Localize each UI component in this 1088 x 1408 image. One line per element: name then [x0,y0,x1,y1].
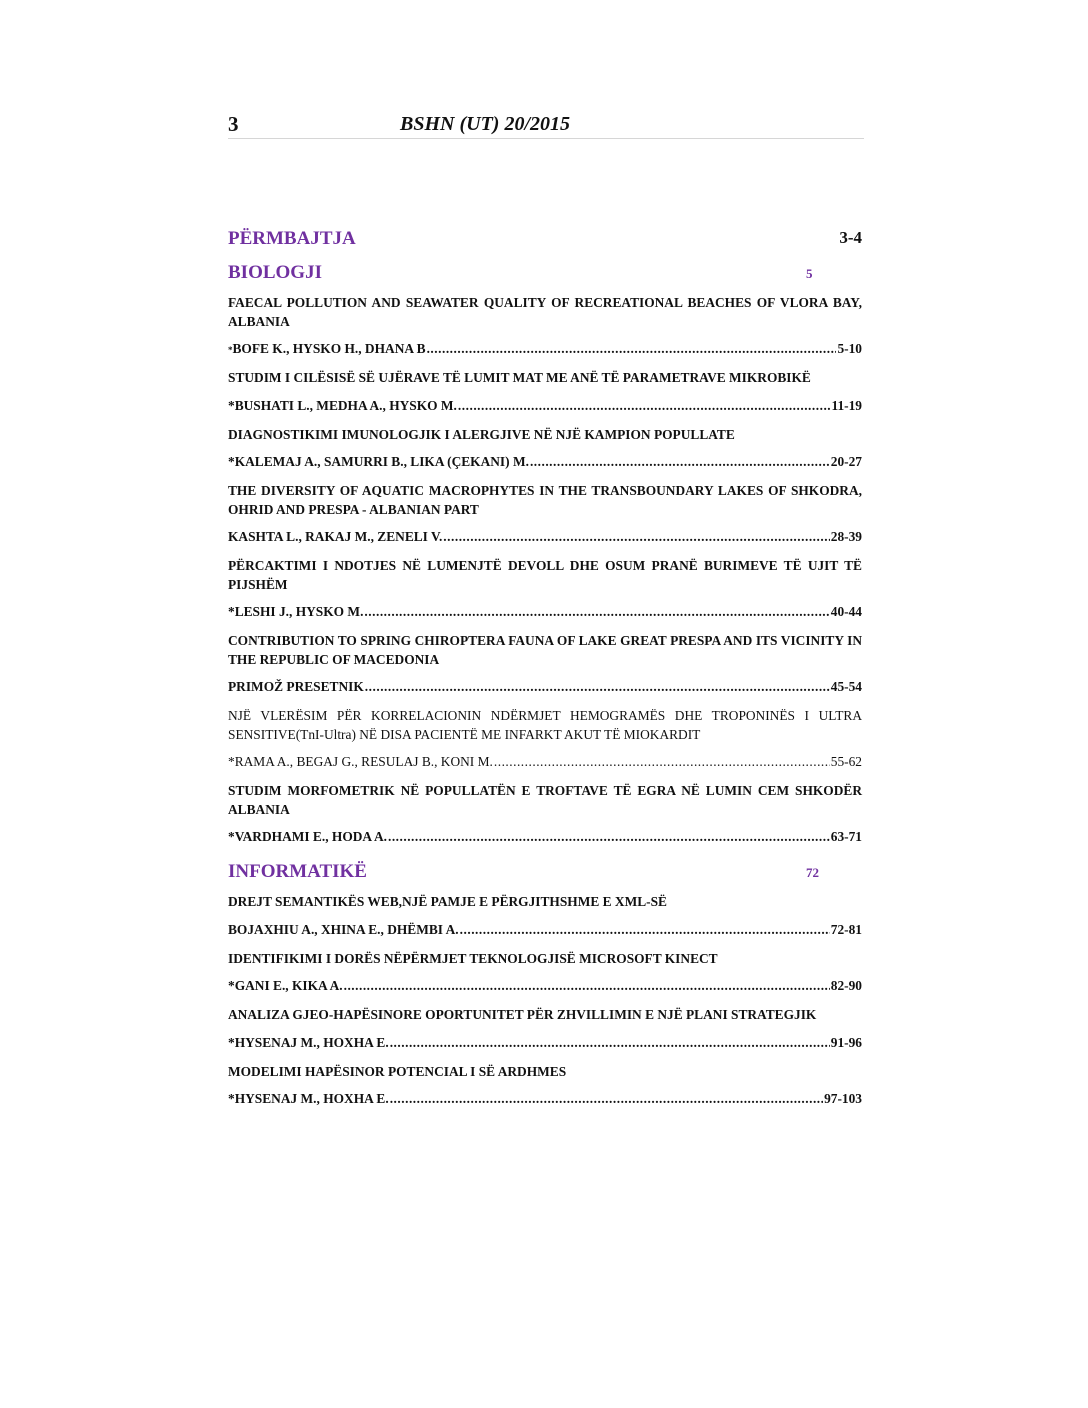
journal-title: BSHN (UT) 20/2015 [400,113,570,135]
entry-authors-row[interactable] [228,454,862,474]
dot-leader [494,754,830,770]
entry-title[interactable]: IDENTIFIKIMI I DORËS NËPËRMJET TEKNOLOGJISË MICROSOFT KINECT [228,950,718,966]
entry-authors: *BUSHATI L., MEDHA A., HYSKO M. [228,397,457,413]
dot-leader [344,978,830,994]
entry-title[interactable]: DREJT SEMANTIKËS WEB,NJË PAMJE E PËRGJITHSHME E XML-SË [228,894,667,909]
entry-authors-row[interactable] [228,529,862,549]
entry-authors: *HYSENAJ M., HOXHA E. [228,1091,389,1106]
entry-authors: *HYSENAJ M., HOXHA E. [228,1034,389,1050]
entry-pages: 91-96 [830,1034,862,1050]
entry-pages: 5-10 [837,341,862,356]
entry-title[interactable]: FAECAL POLLUTION AND SEAWATER QUALITY OF RECREATIONAL BEACHES OF VLORA BAY, ALBANIA [228,295,862,329]
entry-pages: 97-103 [824,1091,862,1106]
entry-pages: 40-44 [830,604,862,619]
entry-authors: *VARDHAMI E., HODA A. [228,829,387,844]
page-number: 3 [228,112,239,136]
entry-authors: *GANI E., KIKA A. [228,978,343,993]
entry-authors-row[interactable] [228,922,862,942]
entry-title[interactable]: MODELIMI HAPËSINOR POTENCIAL I SË ARDHMES [228,1063,567,1079]
dot-leader [530,454,830,470]
entry-authors: PRIMOŽ PRESETNIK [228,679,364,694]
entry-authors: BOJAXHIU A., XHINA E., DHËMBI A. [228,921,459,937]
dot-leader [458,398,831,414]
entry-pages: 72-81 [830,921,862,937]
entry-authors-row[interactable] [228,1091,862,1111]
dot-leader [364,604,829,620]
entry-authors-row[interactable] [228,754,862,774]
entry-title[interactable]: NJË VLERËSIM PËR KORRELACIONIN NDËRMJET HEMOGRAMËS DHE TROPONINËS I ULTRA SENSITIVE(TnI-Ultra) NË DISA PACIENTË ME INFARKT AKUT TË MIOKARDIT [228,708,862,742]
entry-authors-row[interactable] [228,978,862,998]
entry-authors-row[interactable] [228,829,862,849]
section-page: 72 [806,865,819,880]
dot-leader [388,829,830,845]
contents-title: PËRMBAJTJA [228,228,356,249]
dot-leader [390,1091,823,1107]
entry-authors: *KALEMAJ A., SAMURRI B., LIKA (ÇEKANI) M. [228,454,529,469]
entry-authors-row[interactable]: * BOFE K., HYSKO H., DHANA B ..... 5-10 [228,341,862,361]
section-page: 5 [806,266,813,281]
entry-authors: *LESHI J., HYSKO M. [228,604,364,619]
entry-authors-row[interactable] [228,398,862,418]
entry-title[interactable]: CONTRIBUTION TO SPRING CHIROPTERA FAUNA OF LAKE GREAT PRESPA AND ITS VICINITY IN THE REPUBLIC OF MACEDONIA [228,633,862,667]
entry-pages: 20-27 [830,454,862,469]
entry-title[interactable]: ANALIZA GJEO-HAPËSINORE OPORTUNITET PËR ZHVILLIMIN E NJË PLANI STRATEGJIK [228,1007,817,1022]
page-header [228,112,864,139]
entry-pages: 11-19 [831,397,862,413]
entry-authors: *RAMA A., BEGAJ G., RESULAJ B., KONI M. [228,754,493,769]
entry-authors-row[interactable] [228,604,862,624]
entry-title[interactable]: STUDIM MORFOMETRIK NË POPULLATËN E TROFTAVE TË EGRA NË LUMIN CEM SHKODËR ALBANIA [228,783,862,817]
entry-authors: KASHTA L., RAKAJ M., ZENELI V. [228,529,443,544]
section-heading-biologji [228,258,862,288]
dot-leader [390,1035,830,1051]
entry-pages: 28-39 [830,529,862,544]
entry-title[interactable]: DIAGNOSTIKIMI IMUNOLOGJIK I ALERGJIVE NË NJË KAMPION POPULLATE [228,426,735,442]
entry-pages: 45-54 [830,679,862,694]
table-of-contents [228,224,862,1119]
entry-title[interactable]: STUDIM I CILËSISË SË UJËRAVE TË LUMIT MAT ME ANË TË PARAMETRAVE MIKROBIKË [228,370,811,385]
entry-title[interactable]: PËRCAKTIMI I NDOTJES NË LUMENJTË DEVOLL DHE OSUM PRANË BURIMEVE TË UJIT TË PIJSHËM [228,558,862,592]
entry-authors-row[interactable] [228,1035,862,1055]
dot-leader [443,529,829,545]
entry-authors: BOFE K., HYSKO H., DHANA B [232,341,426,356]
section-title: INFORMATIKË [228,861,367,882]
entry-pages: 63-71 [830,829,862,844]
dot-leader [365,679,830,695]
entry-pages: 82-90 [830,978,862,993]
section-title: BIOLOGJI [228,262,322,283]
entry-authors-row[interactable] [228,679,862,699]
section-heading-informatike [228,857,862,887]
entry-pages: 55-62 [830,754,862,769]
contents-pages: 3-4 [839,228,862,247]
dot-leader [427,341,837,357]
dot-leader [460,922,830,938]
contents-heading [228,224,862,258]
entry-title[interactable]: THE DIVERSITY OF AQUATIC MACROPHYTES IN THE TRANSBOUNDARY LAKES OF SHKODRA, OHRID AND PRESPA - ALBANIAN PART [228,483,862,517]
